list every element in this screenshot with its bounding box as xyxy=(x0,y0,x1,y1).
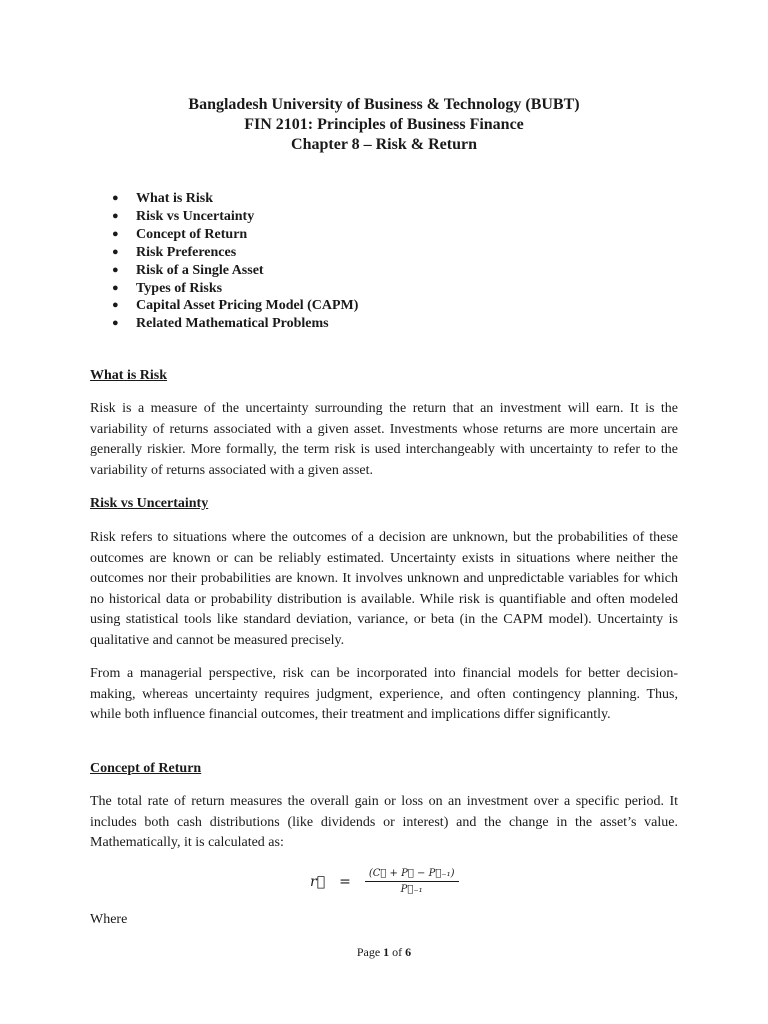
topics-list xyxy=(112,190,358,333)
list-item: ● Capital Asset Pricing Model (CAPM) xyxy=(112,298,359,314)
bullet-icon: ● xyxy=(112,281,119,294)
formula-numerator: (C  + P  − P ₋₁) xyxy=(365,868,459,882)
bullet-icon: ● xyxy=(112,299,119,312)
where-label: Where xyxy=(90,912,128,927)
bullet-icon: ● xyxy=(112,209,119,222)
current-page-number: 1 xyxy=(383,945,390,959)
formula-lhs: r  xyxy=(310,873,326,890)
course-title: FIN 2101: Principles of Business Finance xyxy=(244,116,524,133)
list-item: ● Risk of a Single Asset xyxy=(112,262,264,278)
list-item: ● Concept of Return xyxy=(112,226,248,242)
bullet-icon: ● xyxy=(112,317,119,330)
formula-fraction xyxy=(365,868,459,895)
chapter-title: Chapter 8 – Risk & Return xyxy=(291,136,477,153)
total-page-count: 6 xyxy=(405,945,412,959)
heading-risk-vs-uncertainty: Risk vs Uncertainty xyxy=(90,496,209,511)
list-item: ● What is Risk xyxy=(112,191,214,206)
list-item: ● Risk vs Uncertainty xyxy=(112,208,255,224)
paragraph-risk-vs-uncertainty-1: Risk refers to situations where the outcomes of a decision are unknown, but the probabilities of these outcomes are known or can be reliably estimated. Uncertainty exists in situations where neither the outcomes nor their probabilities are known. It involves unknown and unpredictable variables for which no historical data or probability distribution is available. While risk is quantifiable and often modeled using statistical tools like standard deviation, variance, or beta (in the CAPM model). Uncertainty is qualitative and cannot be measured precisely. xyxy=(90,530,678,648)
bullet-icon: ● xyxy=(112,227,119,240)
document-header xyxy=(0,95,768,155)
heading-concept-of-return: Concept of Return xyxy=(90,761,202,776)
bullet-icon: ● xyxy=(112,192,119,204)
formula-denominator: P ₋₁ xyxy=(400,884,423,895)
paragraph-risk-vs-uncertainty-2: From a managerial perspective, risk can be incorporated into financial models for better decision-making, whereas uncertainty requires judgment, experience, and often contingency planning. Thus, while both influence financial outcomes, their treatment and implications differ significantly. xyxy=(90,666,678,723)
footer-prefix: Page xyxy=(356,945,384,959)
list-item: ● Related Mathematical Problems xyxy=(112,316,329,332)
heading-what-is-risk: What is Risk xyxy=(90,368,168,383)
university-title: Bangladesh University of Business & Technology (BUBT) xyxy=(188,96,580,113)
return-formula xyxy=(310,868,459,895)
paragraph-concept-of-return: The total rate of return measures the overall gain or loss on an investment over a specific period. It includes both cash distributions (like dividends or interest) and the change in the asset’s value. Mathematically, it is calculated as: xyxy=(90,794,678,851)
list-item: ● Types of Risks xyxy=(112,280,223,296)
list-item: ● Risk Preferences xyxy=(112,244,237,260)
formula-equals: = xyxy=(339,873,351,890)
bullet-icon: ● xyxy=(112,263,119,276)
page-footer xyxy=(0,945,768,960)
bullet-icon: ● xyxy=(112,245,119,258)
paragraph-what-is-risk: Risk is a measure of the uncertainty surrounding the return that an investment will earn. It is the variability of returns associated with a given asset. Investments whose returns are more uncertain are generally riskier. More formally, the term risk is used interchangeably with uncertainty to refer to the variability of returns associated with a given asset. xyxy=(90,401,678,478)
footer-middle: of xyxy=(389,945,406,959)
